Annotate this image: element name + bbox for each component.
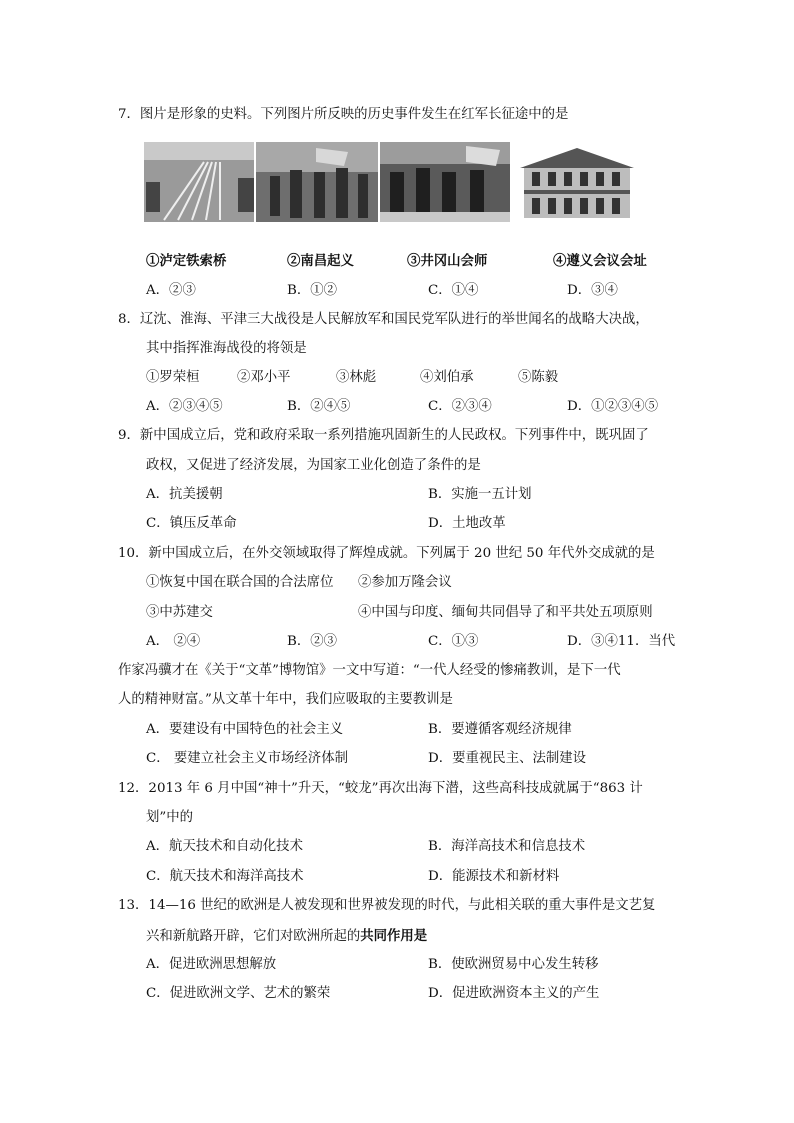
- q10-item-1: ①恢复中国在联合国的合法席位: [146, 575, 334, 590]
- q13-stem-line1: 13．14—16 世纪的欧洲是人被发现和世界被发现的时代，与此相关联的重大事件是文艺复: [118, 898, 656, 913]
- q8-item-3: ③林彪: [336, 370, 377, 385]
- q7-caption-2: ②南昌起义: [287, 253, 354, 269]
- q10-option-d-and-q11-start: D．③④11．当代: [567, 634, 676, 649]
- q8-item-4: ④刘伯承: [420, 370, 474, 385]
- q11-option-c: C． 要建立社会主义市场经济体制: [146, 751, 348, 766]
- q8-option-a: A．②③④⑤: [146, 399, 223, 414]
- q10-item-3: ③中苏建交: [146, 605, 213, 620]
- q9-option-a: A．抗美援朝: [146, 487, 223, 502]
- zunyi-meeting-site-photo: [512, 142, 642, 222]
- q9-option-c: C．镇压反革命: [146, 516, 237, 531]
- q8-item-1: ①罗荣桓: [146, 370, 200, 385]
- q10-stem: 10．新中国成立后，在外交领域取得了辉煌成就。下列属于 20 世纪 50 年代外交成就的是: [118, 546, 655, 561]
- q12-stem-line2: 划”中的: [146, 810, 194, 825]
- q8-stem-line2: 其中指挥淮海战役的将领是: [146, 341, 307, 356]
- q7-stem: 7．图片是形象的史料。下列图片所反映的历史事件发生在红军长征途中的是: [118, 107, 569, 122]
- q13-option-d: D．促进欧洲资本主义的产生: [428, 986, 600, 1001]
- q13-stem-line2: [146, 927, 427, 946]
- q8-stem-line1: 8．辽沈、淮海、平津三大战役是人民解放军和国民党军队进行的举世闻名的战略大决战，: [118, 312, 649, 327]
- q7-caption-1: ①泸定铁索桥: [146, 253, 227, 269]
- q7-option-d: D．③④: [567, 283, 618, 298]
- q8-item-2: ②邓小平: [237, 370, 291, 385]
- q11-option-b: B．要遵循客观经济规律: [428, 722, 572, 737]
- q12-option-d: D．能源技术和新材料: [428, 869, 560, 884]
- q11-option-d: D．要重视民主、法制建设: [428, 751, 587, 766]
- q12-option-c: C．航天技术和海洋高技术: [146, 869, 304, 884]
- q12-option-a: A．航天技术和自动化技术: [146, 839, 303, 854]
- q8-option-c: C．②③④: [428, 399, 492, 414]
- q8-option-d: D．①②③④⑤: [567, 399, 659, 414]
- q11-option-a: A．要建设有中国特色的社会主义: [146, 722, 344, 737]
- q10-item-4: ④中国与印度、缅甸共同倡导了和平共处五项原则: [358, 605, 653, 620]
- q12-option-b: B．海洋高技术和信息技术: [428, 839, 586, 854]
- q7-caption-3: ③井冈山会师: [407, 253, 488, 269]
- q9-stem-line2: 政权，又促进了经济发展，为国家工业化创造了条件的是: [146, 458, 481, 473]
- q13-emphasis: 共同作用是: [360, 928, 428, 944]
- q13-option-c: C．促进欧洲文学、艺术的繁荣: [146, 986, 331, 1001]
- q10-item-2: ②参加万隆会议: [358, 575, 452, 590]
- luding-bridge-photo: [144, 142, 254, 222]
- q11-stem-line1: 作家冯骥才在《关于“文革”博物馆》一文中写道：“一代人经受的惨痛教训，是下一代: [118, 663, 621, 678]
- q9-option-b: B．实施一五计划: [428, 487, 532, 502]
- q10-option-b: B．②③: [287, 634, 338, 649]
- q10-option-a: A． ②④: [146, 634, 201, 649]
- q13-option-a: A．促进欧洲思想解放: [146, 957, 277, 972]
- q7-option-b: B．①②: [287, 283, 338, 298]
- jinggangshan-meeting-painting: [380, 142, 510, 222]
- q10-option-c: C．①③: [428, 634, 479, 649]
- nanchang-uprising-painting: [256, 142, 378, 222]
- q9-option-d: D．土地改革: [428, 516, 506, 531]
- q13-stem-line2-text: 兴和新航路开辟，它们对欧洲所起的: [146, 929, 361, 944]
- q7-option-c: C．①④: [428, 283, 479, 298]
- q9-stem-line1: 9．新中国成立后，党和政府采取一系列措施巩固新生的人民政权。下列事件中，既巩固了: [118, 428, 649, 443]
- q8-option-b: B．②④⑤: [287, 399, 351, 414]
- q8-item-5: ⑤陈毅: [518, 370, 559, 385]
- q12-stem-line1: 12．2013 年 6 月中国“神十”升天，“蛟龙”再次出海下潜，这些高科技成就属于“863 计: [118, 781, 643, 796]
- q7-caption-4: ④遵义会议会址: [553, 253, 647, 269]
- q13-option-b: B．使欧洲贸易中心发生转移: [428, 957, 599, 972]
- q11-stem-line2: 人的精神财富。”从文革十年中，我们应吸取的主要教训是: [118, 692, 453, 707]
- q7-option-a: A．②③: [146, 283, 196, 298]
